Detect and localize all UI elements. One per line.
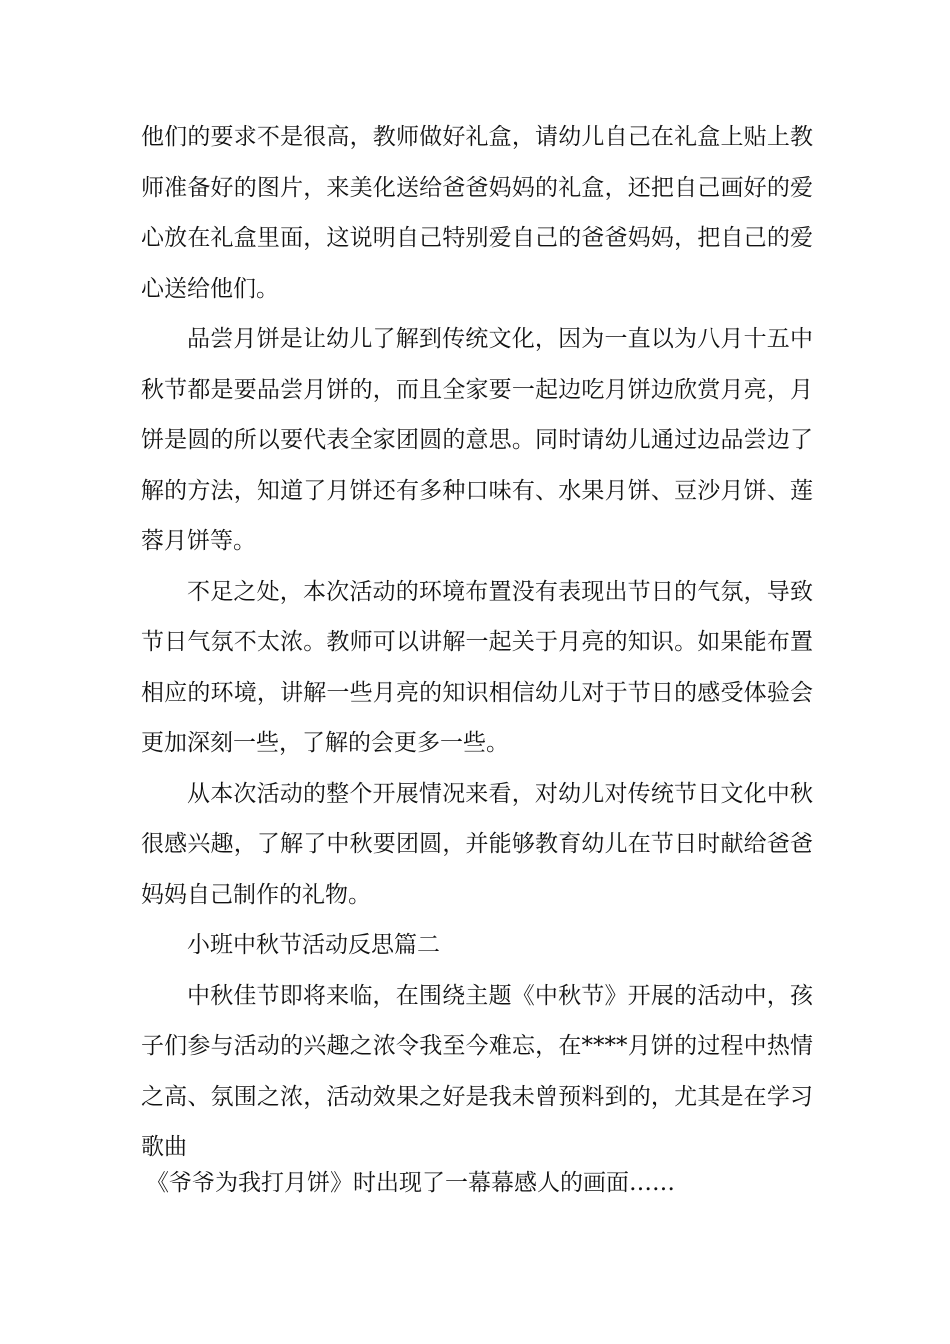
paragraph-part-two-intro: 中秋佳节即将来临，在围绕主题《中秋节》开展的活动中，孩子们参与活动的兴趣之浓令我至今难忘，在****月饼的过程中热情之高、氛围之浓，活动效果之好是我未曾预料到的，尤其是在学习歌曲 [141,982,813,1160]
paragraph-shortcomings: 不足之处，本次活动的环境布置没有表现出节日的气氛，导致节日气氛不太浓。教师可以讲解一起关于月亮的知识。如果能布置相应的环境，讲解一些月亮的知识相信幼儿对于节日的感受体验会更加深刻一些，了解的会更多一些。 [141,578,813,756]
paragraph-mooncake-tasting: 品尝月饼是让幼儿了解到传统文化，因为一直以为八月十五中秋节都是要品尝月饼的，而且全家要一起边吃月饼边欣赏月亮，月饼是圆的所以要代表全家团圆的意思。同时请幼儿通过边品尝边了解的方法，知道了月饼还有多种口味有、水果月饼、豆沙月饼、莲蓉月饼等。 [141,326,813,554]
paragraph-summary: 从本次活动的整个开展情况来看，对幼儿对传统节日文化中秋很感兴趣，了解了中秋要团圆，并能够教育幼儿在节日时献给爸爸妈妈自己制作的礼物。 [141,780,813,908]
section-heading: 小班中秋节活动反思篇二 [187,932,440,958]
paragraph-gift-box: 他们的要求不是很高，教师做好礼盒，请幼儿自己在礼盒上贴上教师准备好的图片，来美化送给爸爸妈妈的礼盒，还把自己画好的爱心放在礼盒里面，这说明自己特别爱自己的爸爸妈妈，把自己的爱心送给他们。 [141,124,813,302]
final-line: 《爷爷为我打月饼》时出现了一幕幕感人的画面…… [146,1170,675,1196]
document-body [141,112,813,1173]
